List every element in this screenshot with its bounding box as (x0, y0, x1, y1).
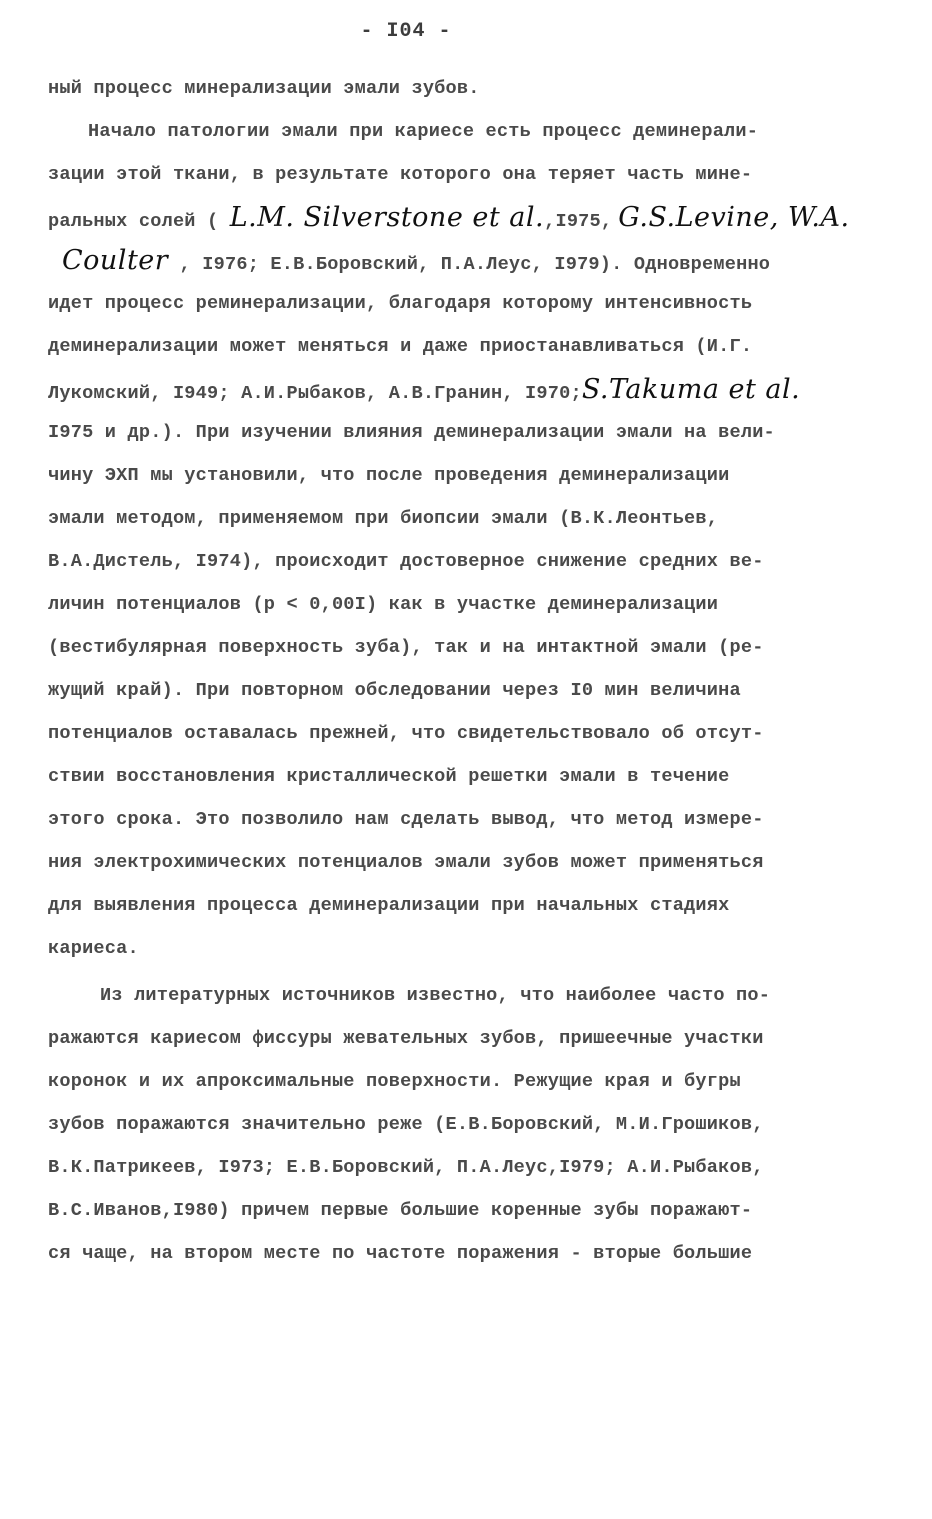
text-line: деминерализации может меняться и даже приостанавливаться (И.Г. (48, 336, 753, 357)
text-line-with-handwritten-citation (48, 203, 888, 246)
text-line: для выявления процесса деминерализации при начальных стадиях (48, 895, 730, 916)
text-line: В.А.Дистель, I974), происходит достоверное снижение средних ве- (48, 551, 764, 572)
text-line: зубов поражаются значительно реже (Е.В.Боровский, М.И.Грошиков, (48, 1114, 764, 1135)
handwritten-citation: G.S.Levine, W.A. (618, 202, 850, 233)
text-line: кариеса. (48, 938, 139, 959)
text-line: ный процесс минерализации эмали зубов. (48, 78, 480, 99)
text-segment: Лукомский, I949; А.И.Рыбаков, А.В.Гранин, I970; (48, 383, 582, 404)
text-line: эмали методом, применяемом при биопсии эмали (В.К.Леонтьев, (48, 508, 719, 529)
paragraph-start-line: Начало патологии эмали при кариесе есть процесс деминерали- (88, 121, 759, 142)
text-line: идет процесс реминерализации, благодаря которому интенсивность (48, 293, 753, 314)
handwritten-citation: Coulter (62, 245, 169, 276)
handwritten-citation: L.M. Silverstone et al. (229, 202, 545, 233)
text-line: I975 и др.). При изучении влияния деминерализации эмали на вели- (48, 422, 775, 443)
text-line-with-handwritten-citation (48, 246, 888, 289)
body-text (48, 74, 888, 1282)
page-number: - I04 - (360, 20, 452, 43)
text-line: личин потенциалов (p < 0,00I) как в участке деминерализации (48, 594, 719, 615)
text-line: ся чаще, на втором месте по частоте поражения - вторые большие (48, 1243, 753, 1264)
text-segment: ,I975, (544, 211, 613, 232)
text-segment: , I976; Е.В.Боровский, П.А.Леус, I979). Одновременно (168, 254, 771, 275)
text-line: жущий край). При повторном обследовании через I0 мин величина (48, 680, 741, 701)
text-line: В.С.Иванов,I980) причем первые большие коренные зубы поражают- (48, 1200, 753, 1221)
text-line: зации этой ткани, в результате которого она теряет часть мине- (48, 164, 753, 185)
text-line: этого срока. Это позволило нам сделать вывод, что метод измере- (48, 809, 764, 830)
paragraph-start-line: Из литературных источников известно, что наиболее часто по- (100, 985, 771, 1006)
text-line: (вестибулярная поверхность зуба), так и на интактной эмали (ре- (48, 637, 764, 658)
text-line: ражаются кариесом фиссуры жевательных зубов, пришеечные участки (48, 1028, 764, 1049)
text-segment: ральных солей ( (48, 211, 230, 232)
text-line: потенциалов оставалась прежней, что свидетельствовало об отсут- (48, 723, 764, 744)
text-line: ствии восстановления кристаллической решетки эмали в течение (48, 766, 730, 787)
text-line: ния электрохимических потенциалов эмали зубов может применяться (48, 852, 764, 873)
handwritten-citation: S.Takuma et al. (581, 374, 801, 405)
text-line: чину ЭХП мы установили, что после проведения деминерализации (48, 465, 730, 486)
text-line: коронок и их апроксимальные поверхности. Режущие края и бугры (48, 1071, 741, 1092)
text-line-with-handwritten-citation (48, 375, 888, 418)
text-line: В.К.Патрикеев, I973; Е.В.Боровский, П.А.Леус,I979; А.И.Рыбаков, (48, 1157, 764, 1178)
